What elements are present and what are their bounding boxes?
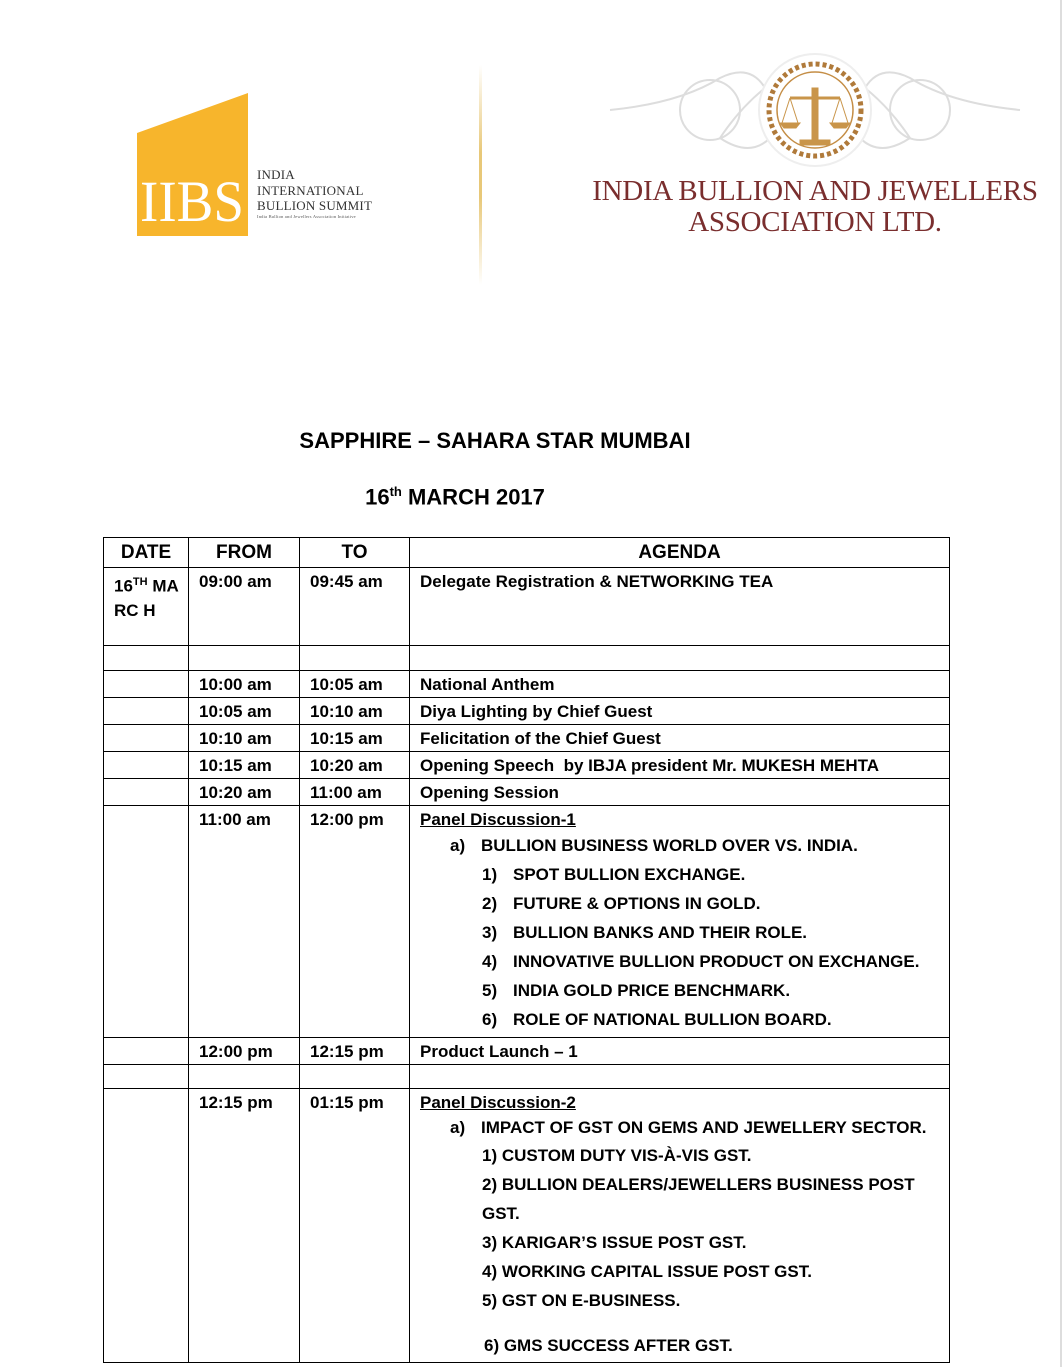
- panel-item: 6) GMS SUCCESS AFTER GST.: [484, 1336, 733, 1355]
- item-number: 2): [482, 894, 498, 913]
- to-cell: 11:00 am: [300, 779, 410, 806]
- logo-divider: [479, 65, 482, 285]
- from-cell: 10:00 am: [189, 671, 300, 698]
- agenda-cell: Delegate Registration & NETWORKING TEA: [410, 568, 950, 646]
- item-number: 3): [482, 923, 498, 942]
- table-row: [104, 752, 950, 779]
- date-cell: [104, 568, 189, 646]
- panel-items: [420, 860, 939, 1034]
- date-day: 16: [365, 484, 390, 510]
- from-cell: 10:20 am: [189, 779, 300, 806]
- to-cell: 09:45 am: [300, 568, 410, 646]
- to-cell: 12:00 pm: [300, 806, 410, 1038]
- topic-text: IMPACT OF GST ON GEMS AND JEWELLERY SECTOR.: [481, 1118, 927, 1137]
- date-month: MARC H: [114, 576, 179, 620]
- from-cell: 09:00 am: [189, 568, 300, 646]
- panel-item: [420, 976, 939, 1005]
- table-row: [104, 568, 950, 646]
- empty-row: [104, 646, 950, 671]
- panel-items: [420, 1141, 939, 1315]
- panel-item: 1) CUSTOM DUTY VIS-À-VIS GST.: [482, 1146, 752, 1165]
- agenda-table: [103, 537, 950, 1363]
- header-to: TO: [300, 538, 410, 568]
- to-cell: 12:15 pm: [300, 1038, 410, 1065]
- iibs-line: BULLION SUMMIT: [257, 198, 373, 213]
- agenda-cell: [410, 1089, 950, 1363]
- event-date: [0, 484, 950, 510]
- panel-item: [420, 918, 939, 947]
- from-cell: 10:10 am: [189, 725, 300, 752]
- item-text: INDIA GOLD PRICE BENCHMARK.: [513, 981, 791, 1000]
- panel-item: [420, 860, 939, 889]
- from-cell: 11:00 am: [189, 806, 300, 1038]
- panel-item: 3) KARIGAR’S ISSUE POST GST.: [482, 1233, 747, 1252]
- panel-item: 4) WORKING CAPITAL ISSUE POST GST.: [482, 1262, 812, 1281]
- date-day: 16: [114, 576, 133, 596]
- scales-of-justice-icon: [600, 48, 1030, 173]
- from-cell: 10:05 am: [189, 698, 300, 725]
- to-cell: 10:20 am: [300, 752, 410, 779]
- date-suffix: th: [389, 484, 402, 499]
- agenda-cell: Opening Session: [410, 779, 950, 806]
- topic-text: BULLION BUSINESS WORLD OVER VS. INDIA.: [481, 836, 858, 855]
- agenda-cell: [410, 806, 950, 1038]
- panel-item: [420, 889, 939, 918]
- panel-row-2: [104, 1089, 950, 1363]
- item-text: BULLION BANKS AND THEIR ROLE.: [513, 923, 808, 942]
- from-cell: 12:15 pm: [189, 1089, 300, 1363]
- header-from: FROM: [189, 538, 300, 568]
- table-row: [104, 1038, 950, 1065]
- item-text: ROLE OF NATIONAL BULLION BOARD.: [513, 1010, 832, 1029]
- item-number: 4): [482, 952, 498, 971]
- panel-item: GST.: [482, 1204, 520, 1223]
- header-agenda: AGENDA: [410, 538, 950, 568]
- panel-item: 2) BULLION DEALERS/JEWELLERS BUSINESS POST: [482, 1175, 915, 1194]
- item-text: FUTURE & OPTIONS IN GOLD.: [513, 894, 761, 913]
- to-cell: 10:10 am: [300, 698, 410, 725]
- panel-item: [420, 947, 939, 976]
- agenda-cell: Product Launch – 1: [410, 1038, 950, 1065]
- iibs-tagline: India Bullion and Jewellers Association Initiative: [257, 213, 356, 219]
- to-cell: 01:15 pm: [300, 1089, 410, 1363]
- agenda-cell: National Anthem: [410, 671, 950, 698]
- panel-topic: [420, 1115, 939, 1141]
- panel-title: Panel Discussion-2: [420, 1093, 576, 1112]
- table-header: [104, 538, 950, 568]
- item-text: INNOVATIVE BULLION PRODUCT ON EXCHANGE.: [513, 952, 920, 971]
- table-row: [104, 779, 950, 806]
- empty-row: [104, 1065, 950, 1089]
- to-cell: 10:15 am: [300, 725, 410, 752]
- panel-title: Panel Discussion-1: [420, 810, 576, 829]
- iibs-wordmark: [257, 167, 372, 220]
- date-suffix: TH: [132, 576, 148, 588]
- header-date: DATE: [104, 538, 189, 568]
- topic-label: a): [450, 1118, 466, 1137]
- panel-item: [420, 1005, 939, 1034]
- iibs-line: INDIA: [257, 167, 295, 182]
- table-row: [104, 698, 950, 725]
- from-cell: 10:15 am: [189, 752, 300, 779]
- iibs-line: INTERNATIONAL: [257, 182, 364, 198]
- ibja-line: INDIA BULLION AND JEWELLERS: [592, 175, 1038, 207]
- panel-item: 5) GST ON E-BUSINESS.: [482, 1291, 681, 1310]
- table-row: [104, 671, 950, 698]
- iibs-logo: [137, 93, 248, 236]
- topic-label: a): [450, 836, 466, 855]
- item-number: 1): [482, 865, 498, 884]
- table-row: [104, 725, 950, 752]
- iibs-mark: IIBS: [140, 169, 244, 234]
- ibja-line: ASSOCIATION LTD.: [688, 206, 942, 238]
- to-cell: 10:05 am: [300, 671, 410, 698]
- agenda-cell: Opening Speech by IBJA president Mr. MUKESH MEHTA: [410, 752, 950, 779]
- date-rest: MARCH 2017: [401, 484, 545, 510]
- item-number: 6): [482, 1010, 498, 1029]
- agenda-cell: Diya Lighting by Chief Guest: [410, 698, 950, 725]
- panel-topic: [420, 832, 939, 860]
- ibja-wordmark: [575, 176, 1055, 238]
- panel-row-1: [104, 806, 950, 1038]
- from-cell: 12:00 pm: [189, 1038, 300, 1065]
- item-text: SPOT BULLION EXCHANGE.: [513, 865, 746, 884]
- item-number: 5): [482, 981, 498, 1000]
- agenda-cell: Felicitation of the Chief Guest: [410, 725, 950, 752]
- venue-title: SAPPHIRE – SAHARA STAR MUMBAI: [299, 428, 691, 453]
